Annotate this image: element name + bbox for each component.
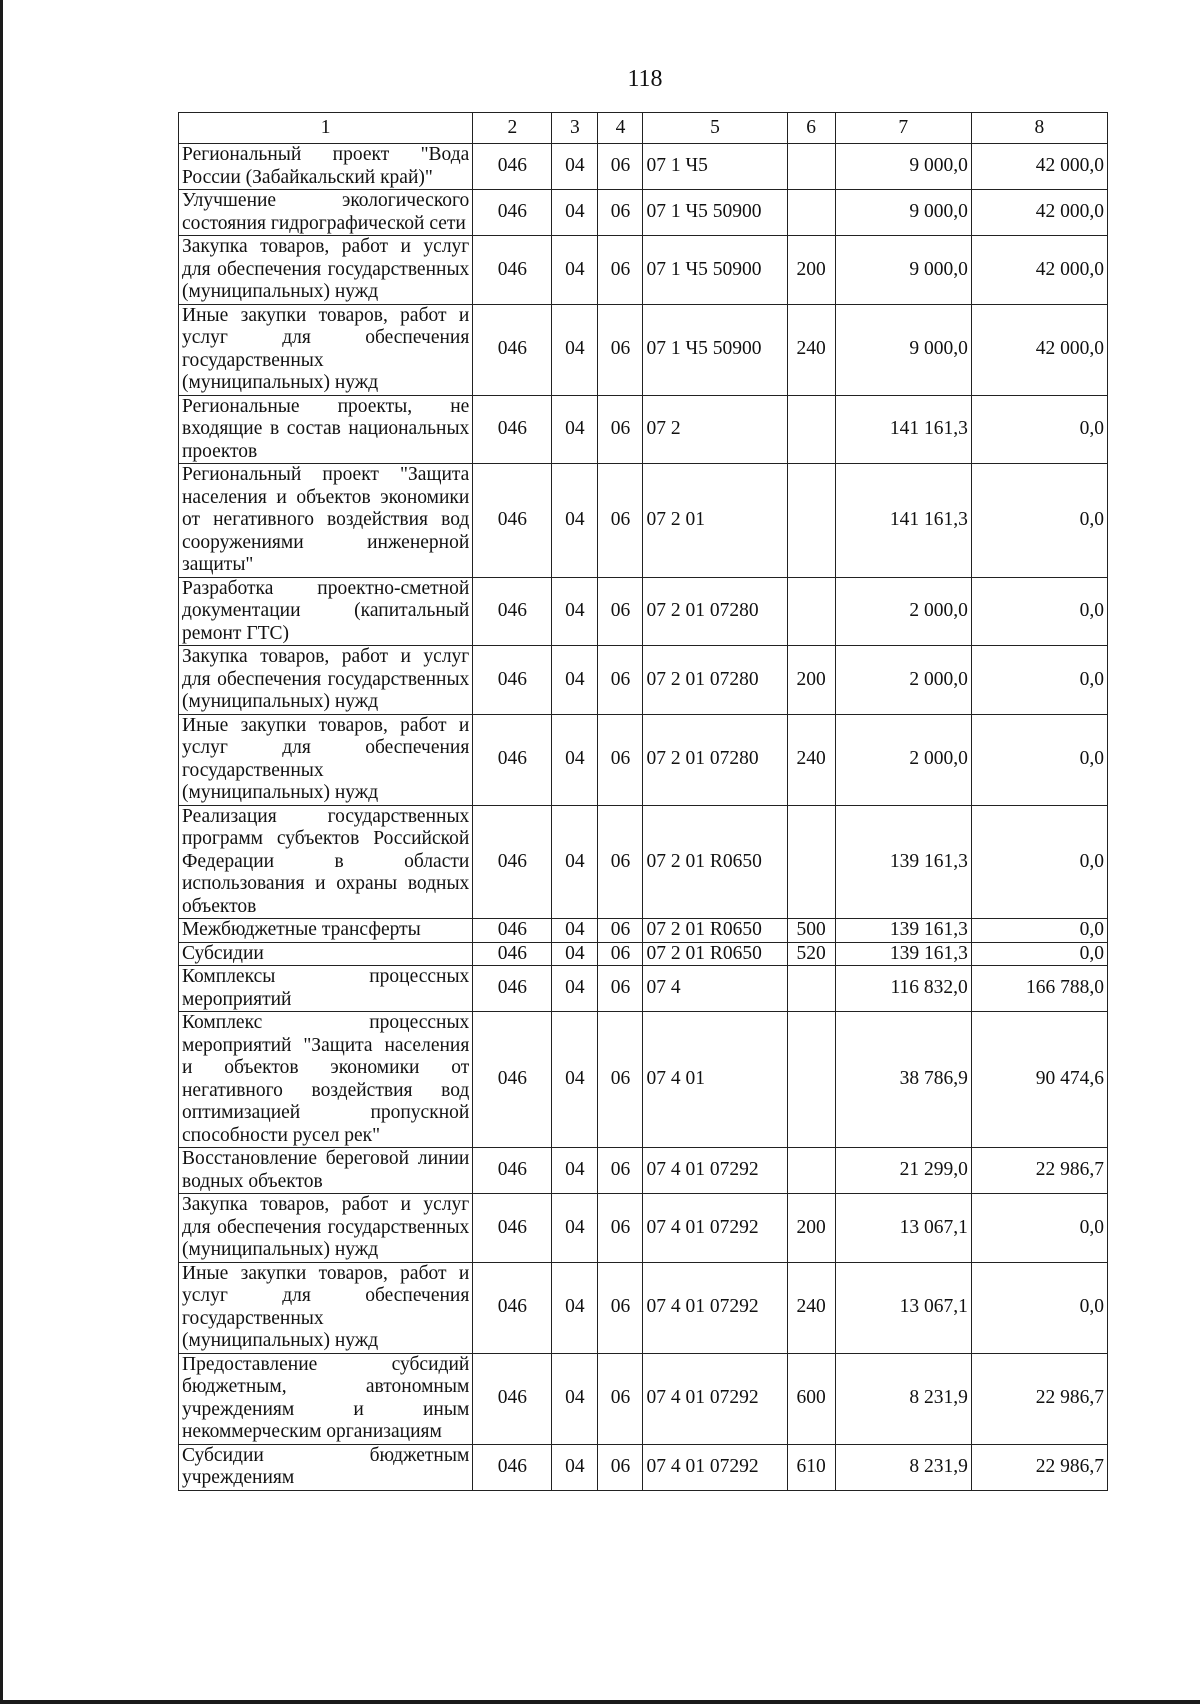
cell-ministry-code: 046 bbox=[473, 1262, 552, 1353]
cell-amount-col7: 13 067,1 bbox=[835, 1262, 971, 1353]
table-row bbox=[179, 966, 1108, 1012]
cell-section: 04 bbox=[552, 1444, 598, 1490]
cell-ministry-code: 046 bbox=[473, 1148, 552, 1194]
cell-subsection: 06 bbox=[598, 190, 643, 236]
cell-expense-type: 500 bbox=[787, 919, 835, 943]
table-row bbox=[179, 714, 1108, 805]
cell-subsection: 06 bbox=[598, 577, 643, 646]
cell-section: 04 bbox=[552, 304, 598, 395]
table-row bbox=[179, 1194, 1108, 1263]
header-col-8: 8 bbox=[971, 113, 1107, 144]
scan-border-left bbox=[0, 0, 3, 1704]
cell-target-article: 07 2 01 R0650 bbox=[643, 805, 787, 919]
table-row bbox=[179, 805, 1108, 919]
row-name: Иные закупки товаров, работ и услуг для обеспечения государственных (муниципальных) нужд bbox=[179, 1262, 473, 1353]
cell-ministry-code: 046 bbox=[473, 236, 552, 305]
cell-expense-type bbox=[787, 805, 835, 919]
cell-amount-col7: 2 000,0 bbox=[835, 646, 971, 715]
cell-target-article: 07 4 01 07292 bbox=[643, 1194, 787, 1263]
cell-target-article: 07 4 bbox=[643, 966, 787, 1012]
page-number: 118 bbox=[627, 66, 663, 92]
cell-ministry-code: 046 bbox=[473, 577, 552, 646]
row-name: Субсидии бюджетным учреждениям bbox=[179, 1444, 473, 1490]
cell-expense-type: 200 bbox=[787, 1194, 835, 1263]
header-col-1: 1 bbox=[179, 113, 473, 144]
row-name: Закупка товаров, работ и услуг для обеспечения государственных (муниципальных) нужд bbox=[179, 646, 473, 715]
cell-target-article: 07 2 01 07280 bbox=[643, 646, 787, 715]
cell-subsection: 06 bbox=[598, 714, 643, 805]
cell-subsection: 06 bbox=[598, 1148, 643, 1194]
cell-section: 04 bbox=[552, 190, 598, 236]
row-name: Иные закупки товаров, работ и услуг для обеспечения государственных (муниципальных) нужд bbox=[179, 714, 473, 805]
cell-target-article: 07 4 01 07292 bbox=[643, 1444, 787, 1490]
table-row bbox=[179, 646, 1108, 715]
table-row bbox=[179, 464, 1108, 578]
cell-section: 04 bbox=[552, 1353, 598, 1444]
cell-target-article: 07 2 bbox=[643, 395, 787, 464]
cell-expense-type bbox=[787, 144, 835, 190]
table-row bbox=[179, 577, 1108, 646]
cell-expense-type bbox=[787, 464, 835, 578]
cell-expense-type bbox=[787, 577, 835, 646]
cell-subsection: 06 bbox=[598, 144, 643, 190]
cell-ministry-code: 046 bbox=[473, 144, 552, 190]
cell-section: 04 bbox=[552, 805, 598, 919]
cell-amount-col8: 90 474,6 bbox=[971, 1012, 1107, 1148]
row-name: Региональный проект "Вода России (Забайкальский край)" bbox=[179, 144, 473, 190]
cell-ministry-code: 046 bbox=[473, 646, 552, 715]
row-name: Субсидии bbox=[179, 942, 473, 966]
cell-section: 04 bbox=[552, 236, 598, 305]
header-col-3: 3 bbox=[552, 113, 598, 144]
cell-amount-col8: 0,0 bbox=[971, 714, 1107, 805]
cell-amount-col8: 0,0 bbox=[971, 919, 1107, 943]
cell-ministry-code: 046 bbox=[473, 942, 552, 966]
cell-section: 04 bbox=[552, 1148, 598, 1194]
header-col-4: 4 bbox=[598, 113, 643, 144]
cell-expense-type: 600 bbox=[787, 1353, 835, 1444]
cell-amount-col7: 139 161,3 bbox=[835, 805, 971, 919]
cell-amount-col8: 42 000,0 bbox=[971, 190, 1107, 236]
header-col-7: 7 bbox=[835, 113, 971, 144]
row-name: Комплексы процессных мероприятий bbox=[179, 966, 473, 1012]
cell-section: 04 bbox=[552, 714, 598, 805]
cell-subsection: 06 bbox=[598, 464, 643, 578]
cell-amount-col8: 0,0 bbox=[971, 805, 1107, 919]
cell-amount-col8: 0,0 bbox=[971, 395, 1107, 464]
cell-subsection: 06 bbox=[598, 1353, 643, 1444]
cell-subsection: 06 bbox=[598, 646, 643, 715]
cell-ministry-code: 046 bbox=[473, 395, 552, 464]
cell-section: 04 bbox=[552, 1194, 598, 1263]
cell-amount-col7: 38 786,9 bbox=[835, 1012, 971, 1148]
cell-amount-col8: 42 000,0 bbox=[971, 144, 1107, 190]
cell-target-article: 07 4 01 bbox=[643, 1012, 787, 1148]
cell-ministry-code: 046 bbox=[473, 805, 552, 919]
cell-amount-col8: 166 788,0 bbox=[971, 966, 1107, 1012]
cell-amount-col7: 9 000,0 bbox=[835, 304, 971, 395]
cell-subsection: 06 bbox=[598, 805, 643, 919]
cell-ministry-code: 046 bbox=[473, 966, 552, 1012]
cell-amount-col7: 116 832,0 bbox=[835, 966, 971, 1012]
cell-section: 04 bbox=[552, 144, 598, 190]
cell-amount-col8: 0,0 bbox=[971, 1194, 1107, 1263]
table-row bbox=[179, 1444, 1108, 1490]
table-row bbox=[179, 1012, 1108, 1148]
cell-ministry-code: 046 bbox=[473, 304, 552, 395]
table-row bbox=[179, 1148, 1108, 1194]
cell-amount-col8: 22 986,7 bbox=[971, 1353, 1107, 1444]
row-name: Разработка проектно-сметной документации (капитальный ремонт ГТС) bbox=[179, 577, 473, 646]
table-row bbox=[179, 395, 1108, 464]
cell-target-article: 07 4 01 07292 bbox=[643, 1148, 787, 1194]
cell-subsection: 06 bbox=[598, 942, 643, 966]
cell-subsection: 06 bbox=[598, 304, 643, 395]
cell-target-article: 07 4 01 07292 bbox=[643, 1262, 787, 1353]
cell-amount-col8: 0,0 bbox=[971, 464, 1107, 578]
table-row bbox=[179, 236, 1108, 305]
cell-amount-col7: 9 000,0 bbox=[835, 236, 971, 305]
cell-ministry-code: 046 bbox=[473, 919, 552, 943]
cell-target-article: 07 1 Ч5 50900 bbox=[643, 304, 787, 395]
cell-amount-col8: 22 986,7 bbox=[971, 1444, 1107, 1490]
cell-subsection: 06 bbox=[598, 966, 643, 1012]
cell-amount-col7: 141 161,3 bbox=[835, 395, 971, 464]
cell-section: 04 bbox=[552, 1262, 598, 1353]
cell-amount-col8: 0,0 bbox=[971, 942, 1107, 966]
cell-amount-col8: 42 000,0 bbox=[971, 304, 1107, 395]
cell-expense-type bbox=[787, 190, 835, 236]
cell-amount-col7: 139 161,3 bbox=[835, 942, 971, 966]
row-name: Закупка товаров, работ и услуг для обеспечения государственных (муниципальных) нужд bbox=[179, 1194, 473, 1263]
cell-amount-col8: 22 986,7 bbox=[971, 1148, 1107, 1194]
cell-target-article: 07 2 01 bbox=[643, 464, 787, 578]
cell-subsection: 06 bbox=[598, 236, 643, 305]
table-row bbox=[179, 1353, 1108, 1444]
cell-expense-type bbox=[787, 966, 835, 1012]
cell-section: 04 bbox=[552, 1012, 598, 1148]
cell-ministry-code: 046 bbox=[473, 464, 552, 578]
header-col-6: 6 bbox=[787, 113, 835, 144]
row-name: Региональные проекты, не входящие в состав национальных проектов bbox=[179, 395, 473, 464]
cell-expense-type: 520 bbox=[787, 942, 835, 966]
cell-expense-type: 240 bbox=[787, 304, 835, 395]
row-name: Иные закупки товаров, работ и услуг для обеспечения государственных (муниципальных) нужд bbox=[179, 304, 473, 395]
table-row bbox=[179, 304, 1108, 395]
row-name: Реализация государственных программ субъектов Российской Федерации в области использования и охраны водных объектов bbox=[179, 805, 473, 919]
table-row bbox=[179, 919, 1108, 943]
cell-section: 04 bbox=[552, 464, 598, 578]
row-name: Улучшение экологического состояния гидрографической сети bbox=[179, 190, 473, 236]
cell-target-article: 07 2 01 07280 bbox=[643, 714, 787, 805]
cell-subsection: 06 bbox=[598, 395, 643, 464]
cell-amount-col7: 139 161,3 bbox=[835, 919, 971, 943]
cell-amount-col7: 2 000,0 bbox=[835, 714, 971, 805]
cell-section: 04 bbox=[552, 919, 598, 943]
cell-ministry-code: 046 bbox=[473, 1444, 552, 1490]
cell-amount-col7: 8 231,9 bbox=[835, 1353, 971, 1444]
row-name: Региональный проект "Защита населения и объектов экономики от негативного воздействия вод сооружениями инженерной защиты" bbox=[179, 464, 473, 578]
cell-subsection: 06 bbox=[598, 919, 643, 943]
cell-amount-col7: 13 067,1 bbox=[835, 1194, 971, 1263]
cell-amount-col7: 9 000,0 bbox=[835, 144, 971, 190]
cell-ministry-code: 046 bbox=[473, 1012, 552, 1148]
cell-amount-col8: 42 000,0 bbox=[971, 236, 1107, 305]
cell-subsection: 06 bbox=[598, 1012, 643, 1148]
cell-amount-col8: 0,0 bbox=[971, 1262, 1107, 1353]
cell-ministry-code: 046 bbox=[473, 1353, 552, 1444]
header-col-2: 2 bbox=[473, 113, 552, 144]
row-name: Закупка товаров, работ и услуг для обеспечения государственных (муниципальных) нужд bbox=[179, 236, 473, 305]
cell-section: 04 bbox=[552, 646, 598, 715]
cell-section: 04 bbox=[552, 966, 598, 1012]
cell-section: 04 bbox=[552, 942, 598, 966]
cell-amount-col8: 0,0 bbox=[971, 646, 1107, 715]
cell-amount-col7: 8 231,9 bbox=[835, 1444, 971, 1490]
cell-expense-type: 200 bbox=[787, 236, 835, 305]
row-name: Комплекс процессных мероприятий "Защита населения и объектов экономики от негативного воздействия вод оптимизацией пропускной способности русел рек" bbox=[179, 1012, 473, 1148]
table-row bbox=[179, 1262, 1108, 1353]
row-name: Предоставление субсидий бюджетным, автономным учреждениям и иным некоммерческим организациям bbox=[179, 1353, 473, 1444]
cell-target-article: 07 1 Ч5 50900 bbox=[643, 236, 787, 305]
cell-amount-col7: 2 000,0 bbox=[835, 577, 971, 646]
cell-expense-type: 200 bbox=[787, 646, 835, 715]
cell-amount-col7: 21 299,0 bbox=[835, 1148, 971, 1194]
cell-target-article: 07 4 01 07292 bbox=[643, 1353, 787, 1444]
header-col-5: 5 bbox=[643, 113, 787, 144]
cell-amount-col7: 9 000,0 bbox=[835, 190, 971, 236]
cell-expense-type bbox=[787, 1012, 835, 1148]
cell-subsection: 06 bbox=[598, 1444, 643, 1490]
table-row bbox=[179, 144, 1108, 190]
cell-expense-type: 610 bbox=[787, 1444, 835, 1490]
budget-table bbox=[178, 112, 1108, 1491]
cell-ministry-code: 046 bbox=[473, 190, 552, 236]
cell-target-article: 07 2 01 R0650 bbox=[643, 919, 787, 943]
table-row bbox=[179, 942, 1108, 966]
cell-expense-type: 240 bbox=[787, 714, 835, 805]
row-name: Восстановление береговой линии водных объектов bbox=[179, 1148, 473, 1194]
cell-expense-type bbox=[787, 1148, 835, 1194]
cell-target-article: 07 2 01 R0650 bbox=[643, 942, 787, 966]
cell-amount-col7: 141 161,3 bbox=[835, 464, 971, 578]
row-name: Межбюджетные трансферты bbox=[179, 919, 473, 943]
cell-section: 04 bbox=[552, 395, 598, 464]
cell-section: 04 bbox=[552, 577, 598, 646]
cell-target-article: 07 2 01 07280 bbox=[643, 577, 787, 646]
cell-subsection: 06 bbox=[598, 1194, 643, 1263]
cell-ministry-code: 046 bbox=[473, 714, 552, 805]
cell-amount-col8: 0,0 bbox=[971, 577, 1107, 646]
table-row bbox=[179, 190, 1108, 236]
cell-target-article: 07 1 Ч5 bbox=[643, 144, 787, 190]
header-row bbox=[179, 113, 1108, 144]
cell-expense-type: 240 bbox=[787, 1262, 835, 1353]
cell-ministry-code: 046 bbox=[473, 1194, 552, 1263]
cell-subsection: 06 bbox=[598, 1262, 643, 1353]
cell-target-article: 07 1 Ч5 50900 bbox=[643, 190, 787, 236]
scan-border-bottom bbox=[0, 1700, 1200, 1704]
cell-expense-type bbox=[787, 395, 835, 464]
